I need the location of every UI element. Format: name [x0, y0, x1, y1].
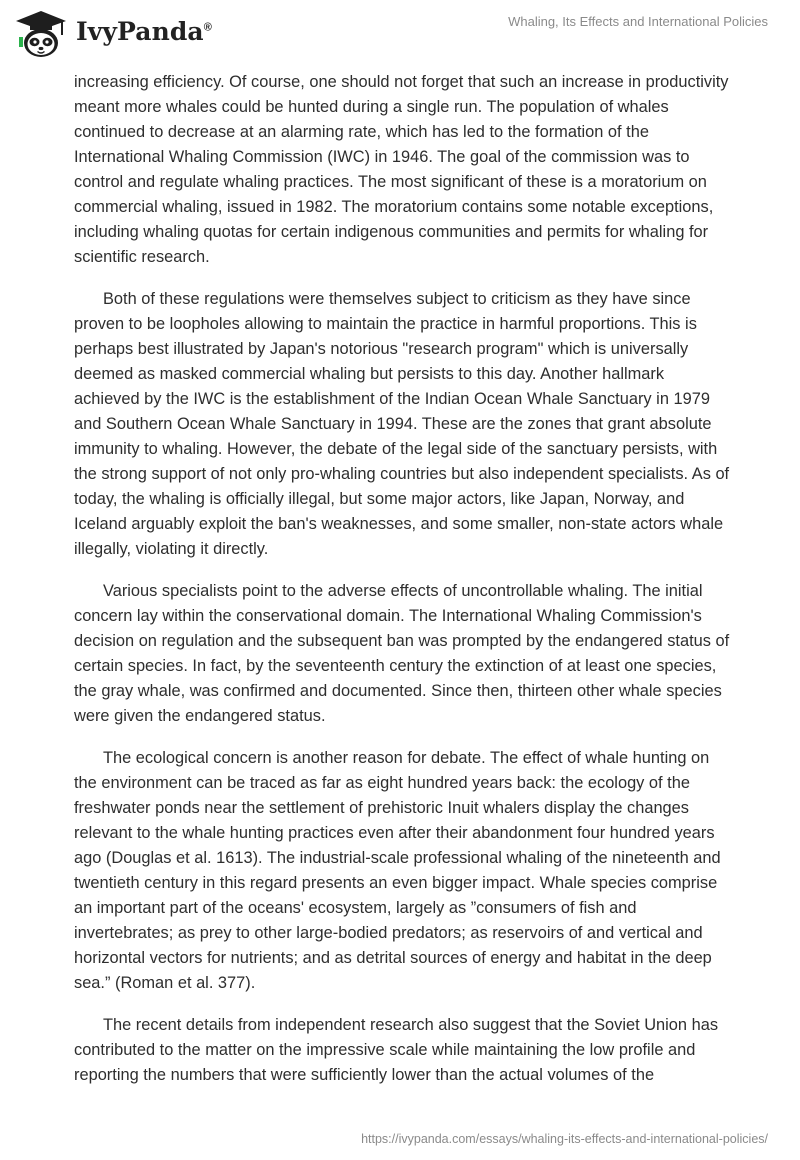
paragraph: Both of these regulations were themselves subject to criticism as they have since proven to be loopholes allowing to maintain the practice in harmful proportions. This is perhaps best illustrated by Japan's notorious "research program" which is universally deemed as masked commercial whaling but persists to this day. Another hallmark achieved by the IWC is the establishment of the Indian Ocean Whale Sanctuary in 1979 and Southern Ocean Whale Sanctuary in 1994. These are the zones that grant absolute immunity to whaling. However, the debate of the legal side of the sanctuary persists, with the strong support of not only pro-whaling countries but also independent specialists. As of today, the whaling is officially illegal, but some major actors, like Japan, Norway, and Iceland arguably exploit the ban's weaknesses, and some smaller, non-state actors whale illegally, violating it directly. — [74, 290, 730, 558]
panda-graduate-logo-icon[interactable] — [14, 9, 68, 59]
essay-body — [74, 70, 734, 1105]
brand-name[interactable] — [76, 17, 212, 46]
paragraph: The ecological concern is another reason for debate. The effect of whale hunting on the environment can be traced as far as eight hundred years back: the ecology of the freshwater ponds near the settlement of prehistoric Inuit whalers display the changes relevant to the whale hunting practices even after their abandonment four hundred years ago (Douglas et al. 1613). The industrial-scale professional whaling of the nineteenth and twentieth century in this regard presents an even bigger impact. Whale species comprise an important part of the oceans' ecosystem, largely as ”consumers of fish and invertebrates; as prey to other large-bodied predators; as reservoirs of and vertical and horizontal vectors for nutrients; and as detrital sources of energy and habitat in the deep sea.” (Roman et al. 377). — [74, 749, 721, 992]
source-url[interactable]: https://ivypanda.com/essays/whaling-its-effects-and-international-policies/ — [361, 1132, 768, 1146]
brand-text: IvyPanda — [76, 17, 204, 46]
registered-mark: ® — [203, 21, 212, 34]
document-title: Whaling, Its Effects and International Policies — [508, 14, 768, 29]
paragraph: The recent details from independent research also suggest that the Soviet Union has contributed to the matter on the impressive scale while maintaining the low profile and reporting the numbers that were sufficiently lower than the actual volumes of the — [74, 1016, 719, 1084]
page-header — [0, 0, 800, 64]
paragraph: increasing efficiency. Of course, one should not forget that such an increase in productivity meant more whales could be hunted during a single run. The population of whales continued to decrease at an alarming rate, which has led to the formation of the International Whaling Commission (IWC) in 1946. The goal of the commission was to control and regulate whaling practices. The most significant of these is a moratorium on commercial whaling, issued in 1982. The moratorium contains some notable exceptions, including whaling quotas for certain indigenous communities and permits for whaling for scientific research. — [74, 73, 729, 266]
paragraph: Various specialists point to the adverse effects of uncontrollable whaling. The initial concern lay within the conservational domain. The International Whaling Commission's decision on regulation and the subsequent ban was prompted by the endangered status of certain species. In fact, by the seventeenth century the extinction of at least one species, the gray whale, was confirmed and documented. Since then, thirteen other whale species were given the endangered status. — [74, 582, 730, 725]
